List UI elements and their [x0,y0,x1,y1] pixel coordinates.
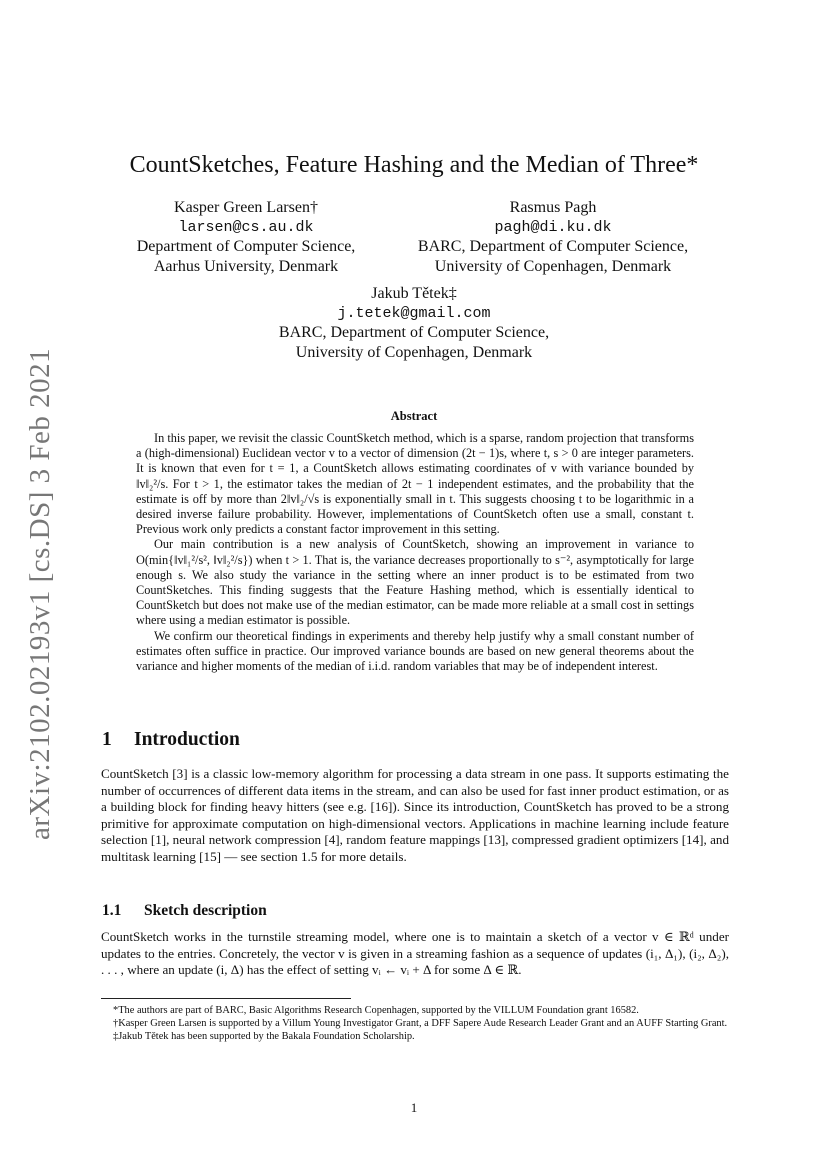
author-email[interactable]: larsen@cs.au.dk [178,218,314,236]
author-name: Jakub Tětek‡ [371,285,457,302]
abstract-paragraph: We confirm our theoretical findings in experiments and thereby help justify why a small constant number of estimates often suffice in practice. Our improved variance bounds are based on new general theorems about the variance and higher moments of the median of i.i.d. random variables that may be of independent interest. [136,628,694,674]
introduction-paragraph: CountSketch [3] is a classic low-memory algorithm for processing a data stream in one pass. It supports estimating the number of occurrences of different data items in the stream, and can also be used for fast inner product estimation, or as a building block for finding heavy hitters (see e.g. [16]). Since its introduction, CountSketch has proved to be a strong primitive for approximate computation on high-dimensional vectors. Applications in machine learning include feature selection [1], neural network compression [4], random feature mappings [13], compressed gradient optimizers [14], and multitask learning [15] — see section 1.5 for more details. [101,766,729,864]
footnote: †Kasper Green Larsen is supported by a Villum Young Investigator Grant, a DFF Sapere Aude Research Leader Grant and an AUFF Starting Grant. [113,1018,728,1030]
author-name: Kasper Green Larsen† [174,199,318,216]
author-name: Rasmus Pagh [509,199,597,216]
footnote: ‡Jakub Tětek has been supported by the Bakala Foundation Scholarship. [113,1031,415,1043]
section-heading-introduction [102,729,240,751]
section-number: 1 [102,729,112,750]
subsection-heading-sketch-description [102,902,267,920]
abstract-body [136,431,694,674]
arxiv-identifier: arXiv:2102.02193v1 [cs.DS] 3 Feb 2021 [24,347,56,840]
author-affiliation: BARC, Department of Computer Science, [417,238,689,255]
footnote-divider [101,998,351,999]
section-title: Sketch description [144,902,267,919]
abstract-paragraph: In this paper, we revisit the classic CountSketch method, which is a sparse, random projection that transforms a (high-dimensional) Euclidean vector v to a vector of dimension (2t − 1)s, where t, s > 0 are integer parameters. It is known that even for t = 1, a CountSketch allows estimating coordinates of v with variance bounded by ‖v‖₂²/s. For t > 1, the estimator takes the median of 2t − 1 independent estimates, and the probability that the estimate is off by more than 2‖v‖₂/√s is exponentially small in t. This suggests choosing t to be logarithmic in a desired inverse failure probability. However, implementations of CountSketch often use a small, constant t. Previous work only predicts a constant factor improvement in this setting. [136,431,694,537]
sketch-description-paragraph: CountSketch works in the turnstile streaming model, where one is to maintain a sketch of a vector v ∈ ℝᵈ under updates to the entries. Concretely, the vector v is given in a streaming fashion as a sequence of updates (i₁, Δ₁), (i₂, Δ₂), . . . , where an update (i, Δ) has the effect of setting vᵢ ← vᵢ + Δ for some Δ ∈ ℝ. [101,929,729,978]
author-email[interactable]: pagh@di.ku.dk [494,218,612,236]
footnotes [101,1004,729,1044]
author-block-3 [250,284,578,362]
page-number: 1 [410,1100,418,1115]
author-block-1 [120,198,372,276]
author-affiliation: Aarhus University, Denmark [153,257,339,275]
author-email[interactable]: j.tetek@gmail.com [337,304,491,322]
section-title: Introduction [134,729,240,750]
section-number: 1.1 [102,902,122,919]
abstract-paragraph: Our main contribution is a new analysis of CountSketch, showing an improvement in variance to O(min{‖v‖₁²/s², ‖v‖₂²/s}) when t > 1. That is, the variance decreases proportionally to s⁻², asymptotically for large enough s. We also study the variance in the setting where an inner product is to be estimated from two CountSketches. This finding suggests that the Feature Hashing method, which is essentially identical to CountSketch but does not make use of the median estimator, can be made more reliable at a small cost in settings where using a median estimator is possible. [136,537,694,628]
paper-title: CountSketches, Feature Hashing and the Median of Three* [129,152,699,178]
author-affiliation: BARC, Department of Computer Science, [278,324,550,341]
footnote: *The authors are part of BARC, Basic Algorithms Research Copenhagen, supported by the VILLUM Foundation grant 16582. [113,1005,639,1016]
author-affiliation: University of Copenhagen, Denmark [295,343,533,361]
author-affiliation: University of Copenhagen, Denmark [434,257,672,275]
author-affiliation: Department of Computer Science, [136,238,356,255]
author-block-2 [398,198,708,276]
abstract-heading: Abstract [390,409,438,423]
